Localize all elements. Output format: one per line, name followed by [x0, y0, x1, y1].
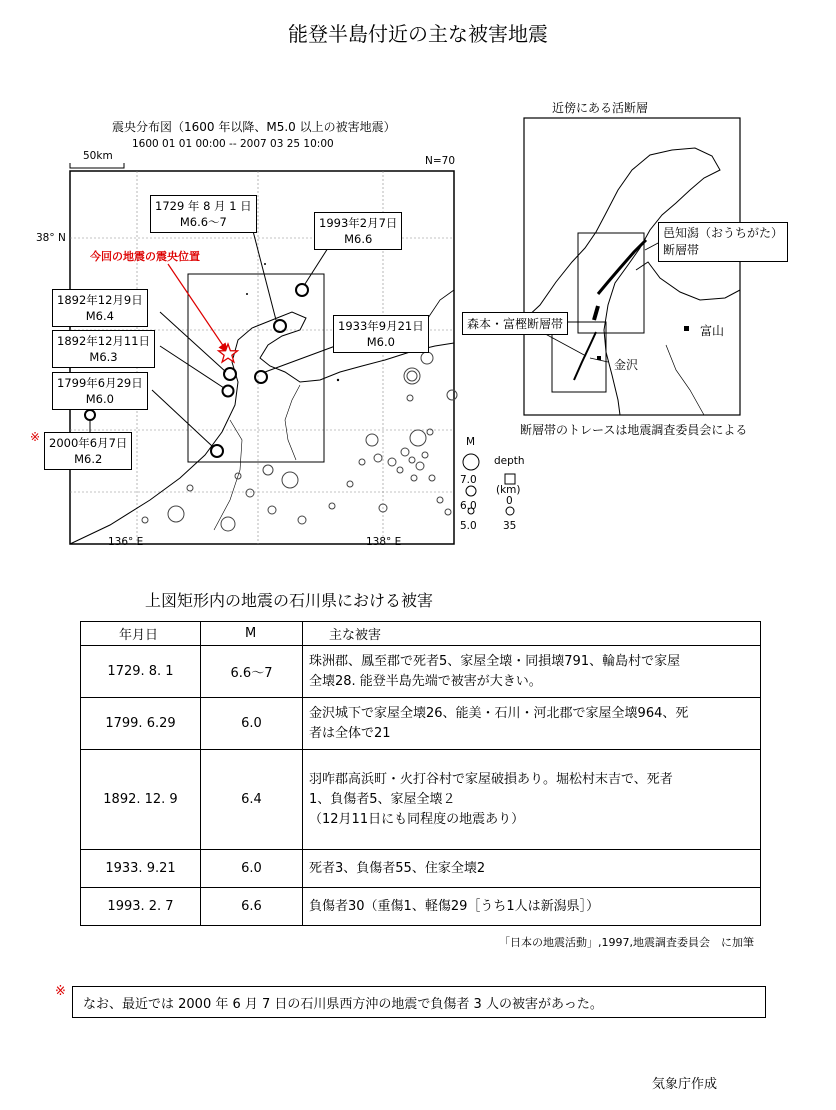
row-date: 1933. 9.21 — [81, 850, 201, 888]
row-date: 1993. 2. 7 — [81, 888, 201, 926]
table-header-row — [81, 622, 761, 646]
legend-m: M — [466, 436, 476, 448]
legend-depth-35: 35 — [503, 520, 517, 532]
fault-map-note: 断層帯のトレースは地震調査委員会による — [520, 423, 748, 437]
row-date: 1799. 6.29 — [81, 698, 201, 750]
legend-m-7: 7.0 — [460, 474, 477, 486]
table-row — [81, 646, 761, 698]
header-date: 年月日 — [81, 622, 201, 646]
table-title: 上図矩形内の地震の石川県における被害 — [145, 591, 434, 610]
fault-label-morimoto: 森本・富樫断層帯 — [462, 312, 568, 335]
quake-label-1933: 1933年9月21日 M6.0 — [333, 315, 429, 353]
row-magnitude: 6.6 — [201, 888, 303, 926]
row-magnitude: 6.0 — [201, 698, 303, 750]
row-damage: 羽咋郡高浜町・火打谷村で家屋破損あり。堀松村末吉で、死者 1、負傷者5、家屋全壊２ （12月11日にも同程度の地震あり） — [303, 750, 761, 850]
city-kanazawa: 金沢 — [614, 358, 639, 372]
lon-label-138: 138° E — [366, 536, 402, 548]
row-damage: 金沢城下で家屋全壊26、能美・石川・河北郡で家屋全壊964、死 者は全体で21 — [303, 698, 761, 750]
current-quake-label: 今回の地震の震央位置 — [90, 250, 200, 263]
fault-label-ochigata: 邑知潟（おうちがた） 断層帯 — [658, 222, 788, 262]
quake-label-1993: 1993年2月7日 M6.6 — [314, 212, 402, 250]
event-count: N=70 — [425, 155, 456, 167]
page-title: 能登半島付近の主な被害地震 — [288, 22, 548, 46]
row-damage: 負傷者30（重傷1、軽傷29［うち1人は新潟県］） — [303, 888, 761, 926]
header-damage: 主な被害 — [303, 622, 761, 646]
quake-label-1892-12-11: 1892年12月11日 M6.3 — [52, 330, 155, 368]
row-magnitude: 6.6～7 — [201, 646, 303, 698]
city-toyama: 富山 — [700, 324, 725, 338]
row-magnitude: 6.0 — [201, 850, 303, 888]
table-row — [81, 888, 761, 926]
quake-label-2000: 2000年6月7日 M6.2 — [44, 432, 132, 470]
quake-label-1799: 1799年6月29日 M6.0 — [52, 372, 148, 410]
table-row — [81, 750, 761, 850]
legend-m-6: 6.0 — [460, 500, 477, 512]
row-date: 1892. 12. 9 — [81, 750, 201, 850]
table-source: 「日本の地震活動」,1997,地震調査委員会 に加筆 — [499, 936, 754, 949]
row-damage: 死者3、負傷者55、住家全壊2 — [303, 850, 761, 888]
row-damage: 珠洲郡、鳳至郡で死者5、家屋全壊・同損壊791、輪島村で家屋 全壊28. 能登半島先端で被害が大きい。 — [303, 646, 761, 698]
map-period: 1600 01 01 00:00 -- 2007 03 25 10:00 — [132, 138, 334, 150]
lat-label: 38° N — [36, 232, 66, 244]
damage-table — [80, 621, 761, 926]
row-magnitude: 6.4 — [201, 750, 303, 850]
scale-label: 50km — [83, 150, 113, 162]
footnote-mark: ※ — [55, 984, 66, 999]
legend-m-5: 5.0 — [460, 520, 477, 532]
lon-label-136: 136° E — [108, 536, 144, 548]
fault-map-caption: 近傍にある活断層 — [552, 101, 649, 115]
credit: 気象庁作成 — [652, 1077, 718, 1092]
quake-label-1729: 1729 年 8 月 1 日 M6.6～7 — [150, 195, 257, 233]
table-row — [81, 850, 761, 888]
quake-label-1892-12-9: 1892年12月9日 M6.4 — [52, 289, 148, 327]
footnote-box: なお、最近では 2000 年 6 月 7 日の石川県西方沖の地震で負傷者 3 人の被害があった。 — [72, 986, 766, 1018]
asterisk-marker: ※ — [30, 430, 41, 444]
header-magnitude: M — [201, 622, 303, 646]
legend-depth-0: 0 — [506, 495, 513, 507]
map-caption: 震央分布図（1600 年以降、M5.0 以上の被害地震） — [112, 120, 396, 134]
legend-depth-unit: (km) — [496, 484, 521, 496]
table-row — [81, 698, 761, 750]
legend-depth: depth — [494, 455, 525, 467]
row-date: 1729. 8. 1 — [81, 646, 201, 698]
